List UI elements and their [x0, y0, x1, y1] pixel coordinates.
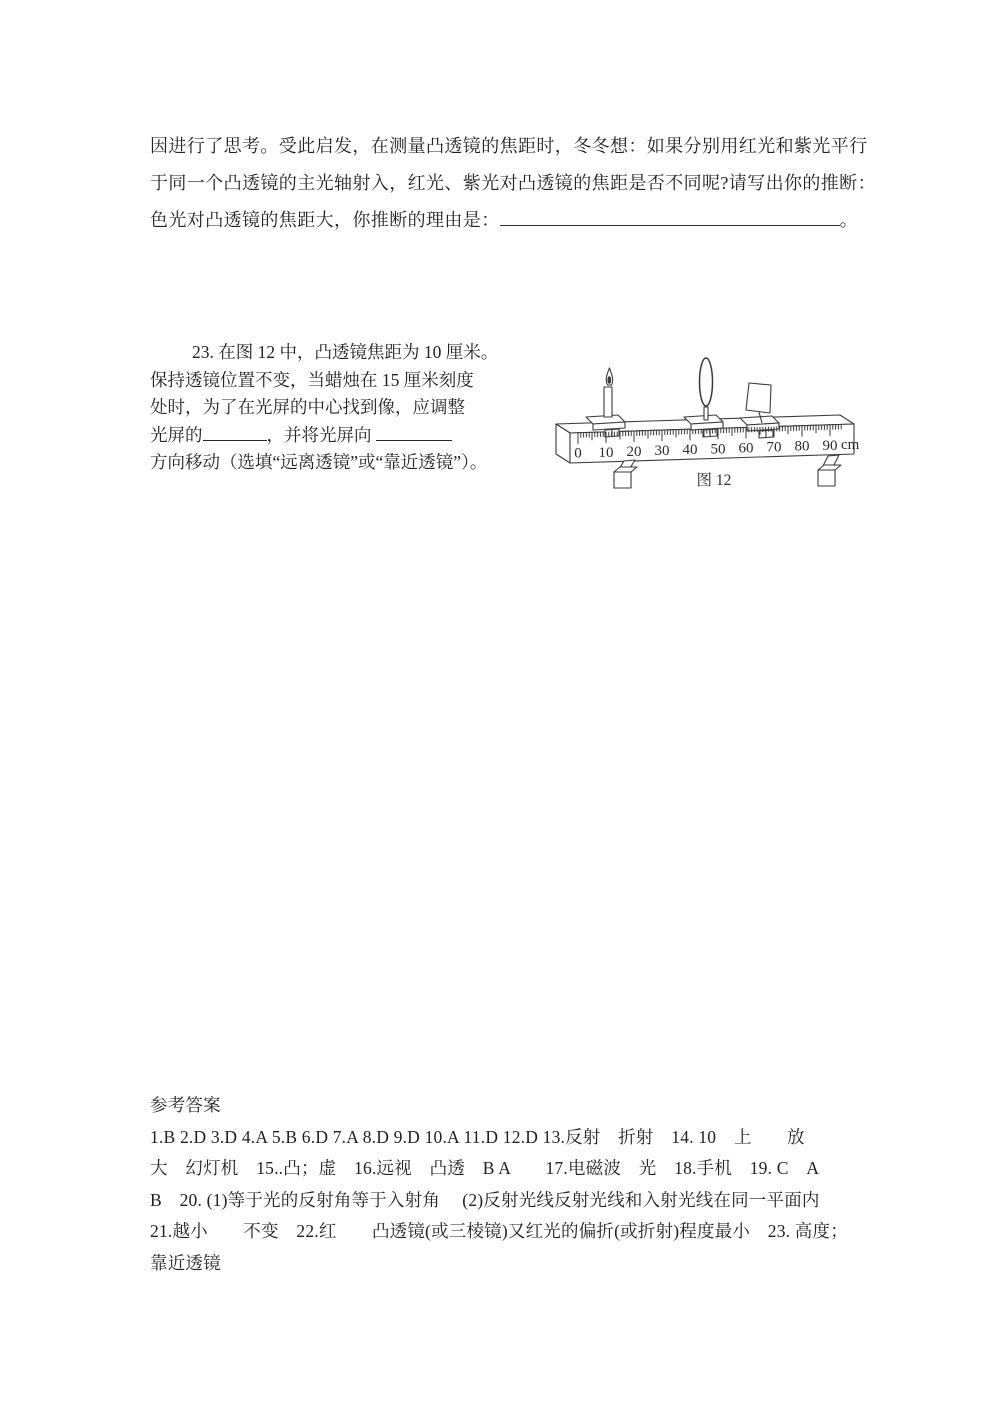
fill-in-blank — [376, 422, 452, 441]
convex-lens — [700, 358, 713, 420]
ruler-number: 50 — [710, 441, 726, 458]
ruler-number: 60 — [738, 440, 754, 457]
answers-line-5: 靠近透镜 — [150, 1252, 221, 1273]
ruler-unit-label: cm — [841, 437, 860, 453]
intro-line-2: 于同一个凸透镜的主光轴射入，红光、紫光对凸透镜的焦距是否不同呢?请写出你的推断： — [150, 173, 876, 193]
ruler-number: 30 — [654, 443, 670, 460]
answers-heading: 参考答案 — [150, 1095, 221, 1115]
question-23 — [150, 339, 535, 477]
intro-line-3-text: 色光对凸透镜的焦距大，你推断的理由是： — [150, 210, 500, 230]
q23-line-4-pre: 光屏的 — [150, 424, 203, 445]
q23-line-4 — [150, 422, 535, 450]
q23-line-5: 方向移动（选填“远离透镜”或“靠近透镜”）。 — [150, 452, 488, 473]
intro-line-1: 因进行了思考。受此启发，在测量凸透镜的焦距时，冬冬想：如果分别用红光和紫光平行 — [150, 136, 868, 156]
answers-line-4: 21.越小 不变 22.红 凸透镜(或三棱镜)又红光的偏折(或折射)程度最小 23. 高度； — [150, 1221, 848, 1241]
ruler-number: 70 — [766, 439, 782, 456]
ruler-number: 0 — [574, 445, 582, 462]
intro-paragraph — [150, 128, 876, 239]
ruler-number: 90 — [822, 437, 838, 454]
bench — [556, 358, 854, 488]
ruler-number: 10 — [598, 444, 614, 461]
intro-line-3-period: 。 — [839, 210, 859, 230]
ruler-number: 80 — [794, 438, 810, 455]
bench-foot-left — [614, 460, 637, 488]
answers-line-3: B 20. (1)等于光的反射角等于入射角 (2)反射光线反射光线和入射光线在同一平面内 — [150, 1189, 820, 1210]
fill-in-blank — [500, 207, 840, 226]
answers-line-1: 1.B 2.D 3.D 4.A 5.B 6.D 7.A 8.D 9.D 10.A 11.D 12.D 13.反射 折射 14. 10 上 放 — [150, 1126, 805, 1147]
q23-line-4-mid: ，并将光屏向 — [266, 424, 376, 445]
ruler-number: 20 — [626, 444, 642, 460]
candle — [604, 368, 613, 417]
fill-in-blank — [203, 422, 267, 441]
ruler-number: 40 — [682, 442, 698, 459]
q23-line-1: 23. 在图 12 中，凸透镜焦距为 10 厘米。 — [192, 342, 499, 362]
optical-bench-figure — [538, 352, 878, 492]
bench-foot-right — [818, 455, 841, 486]
figure-caption: 图 12 — [696, 472, 732, 489]
reference-answers — [150, 1090, 862, 1279]
q23-line-3: 处时，为了在光屏的中心找到像，应调整 — [150, 397, 465, 418]
intro-line-3 — [150, 202, 858, 239]
q23-line-2: 保持透镜位置不变，当蜡烛在 15 厘米刻度 — [150, 369, 474, 390]
answers-line-2: 大 幻灯机 15..凸；虚 16.远视 凸透 B A 17.电磁波 光 18.手机 19. C A — [150, 1158, 820, 1178]
